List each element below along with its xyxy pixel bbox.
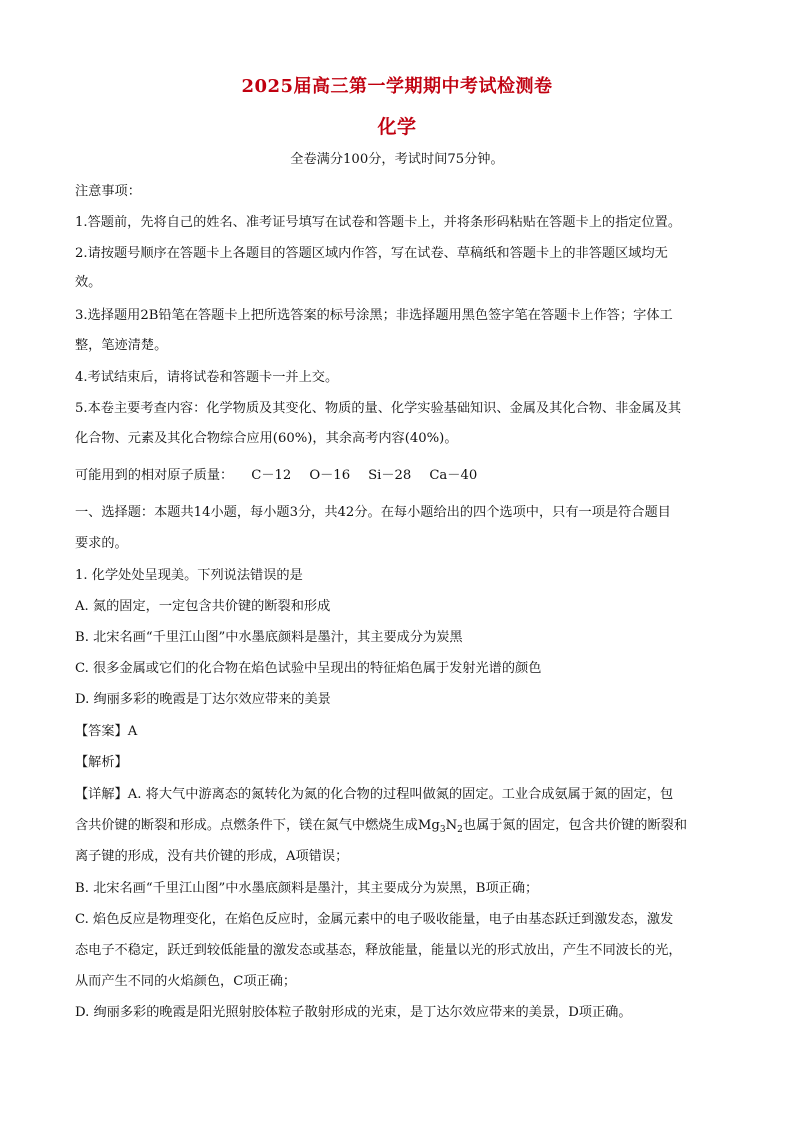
detail-line-formula <box>75 816 720 840</box>
option-b: B. 北宋名画“千里江山图”中水墨底颜料是墨汁，其主要成分为炭黑 <box>75 630 463 645</box>
atomic-masses <box>75 466 720 486</box>
detail-line: C. 焰色反应是物理变化，在焰色反应时，金属元素中的电子吸收能量，电子由基态跃迁到激发态，激发 <box>75 912 674 927</box>
detail-line: D. 绚丽多彩的晚霞是阳光照射胶体粒子散射形成的光束，是丁达尔效应带来的美景，D项正确。 <box>75 1005 632 1020</box>
note-line: 效。 <box>75 275 102 290</box>
atomic-mass-item: O－16 <box>309 468 351 483</box>
atomic-mass-item: C－12 <box>251 468 292 483</box>
formula-mg-sub: 3 <box>439 825 446 835</box>
question-stem: 1. 化学处处呈现美。下列说法错误的是 <box>75 568 303 583</box>
exam-title: 2025届高三第一学期期中考试检测卷 <box>241 76 553 97</box>
option-c: C. 很多金属或它们的化合物在焰色试验中呈现出的特征焰色属于发射光谱的颜色 <box>75 661 542 676</box>
detail-line: 【详解】A. 将大气中游离态的氮转化为氮的化合物的过程叫做氮的固定。工业合成氨属于氮的固定，包 <box>75 787 674 802</box>
detail-line: B. 北宋名画“千里江山图”中水墨底颜料是墨汁，其主要成分为炭黑，B项正确； <box>75 881 539 896</box>
note-line: 4.考试结束后，请将试卷和答题卡一并上交。 <box>75 370 339 385</box>
note-line: 1.答题前，先将自己的姓名、准考证号填写在试卷和答题卡上，并将条形码粘贴在答题卡上的指定位置。 <box>75 215 682 230</box>
atomic-mass-item: Si－28 <box>368 468 412 483</box>
formula-mg: Mg <box>417 818 440 833</box>
subject-title: 化学 <box>377 116 417 138</box>
formula-n-sub: 2 <box>457 825 463 835</box>
option-a: A. 氮的固定，一定包含共价键的断裂和形成 <box>75 599 331 614</box>
section-heading-cont: 要求的。 <box>75 536 128 551</box>
note-line: 整，笔迹清楚。 <box>75 338 168 353</box>
detail-text: 含共价键的断裂和形成。点燃条件下，镁在氮气中燃烧生成 <box>75 818 418 833</box>
analysis-label: 【解析】 <box>75 755 128 770</box>
notes-heading: 注意事项： <box>75 184 141 199</box>
option-d: D. 绚丽多彩的晚霞是丁达尔效应带来的美景 <box>75 692 331 707</box>
note-line: 5.本卷主要考查内容：化学物质及其变化、物质的量、化学实验基础知识、金属及其化合物、非金属及其 <box>75 401 682 416</box>
note-line: 2.请按题号顺序在答题卡上各题目的答题区域内作答，写在试卷、草稿纸和答题卡上的非答题区域均无 <box>75 246 668 261</box>
atomic-masses-label: 可能用到的相对原子质量： <box>75 468 234 483</box>
exam-meta: 全卷满分100分，考试时间75分钟。 <box>290 152 504 167</box>
detail-line: 从而产生不同的火焰颜色，C项正确； <box>75 974 297 989</box>
detail-text: 也属于氮的固定，包含共价键的断裂和 <box>462 818 688 833</box>
note-line: 化合物、元素及其化合物综合应用(60%)，其余高考内容(40%)。 <box>75 431 458 446</box>
answer-label: 【答案】A <box>75 724 138 739</box>
detail-line: 离子键的形成，没有共价键的形成，A项错误； <box>75 849 349 864</box>
detail-line: 态电子不稳定，跃迁到较低能量的激发态或基态，释放能量，能量以光的形式放出，产生不同波长的光， <box>75 943 682 958</box>
section-heading: 一、选择题：本题共14小题，每小题3分，共42分。在每小题给出的四个选项中，只有一项是符合题目 <box>75 505 671 520</box>
formula-n: N <box>445 818 458 833</box>
note-line: 3.选择题用2B铅笔在答题卡上把所选答案的标号涂黑；非选择题用黑色签字笔在答题卡上作答；字体工 <box>75 308 673 323</box>
atomic-mass-item: Ca－40 <box>429 468 478 483</box>
